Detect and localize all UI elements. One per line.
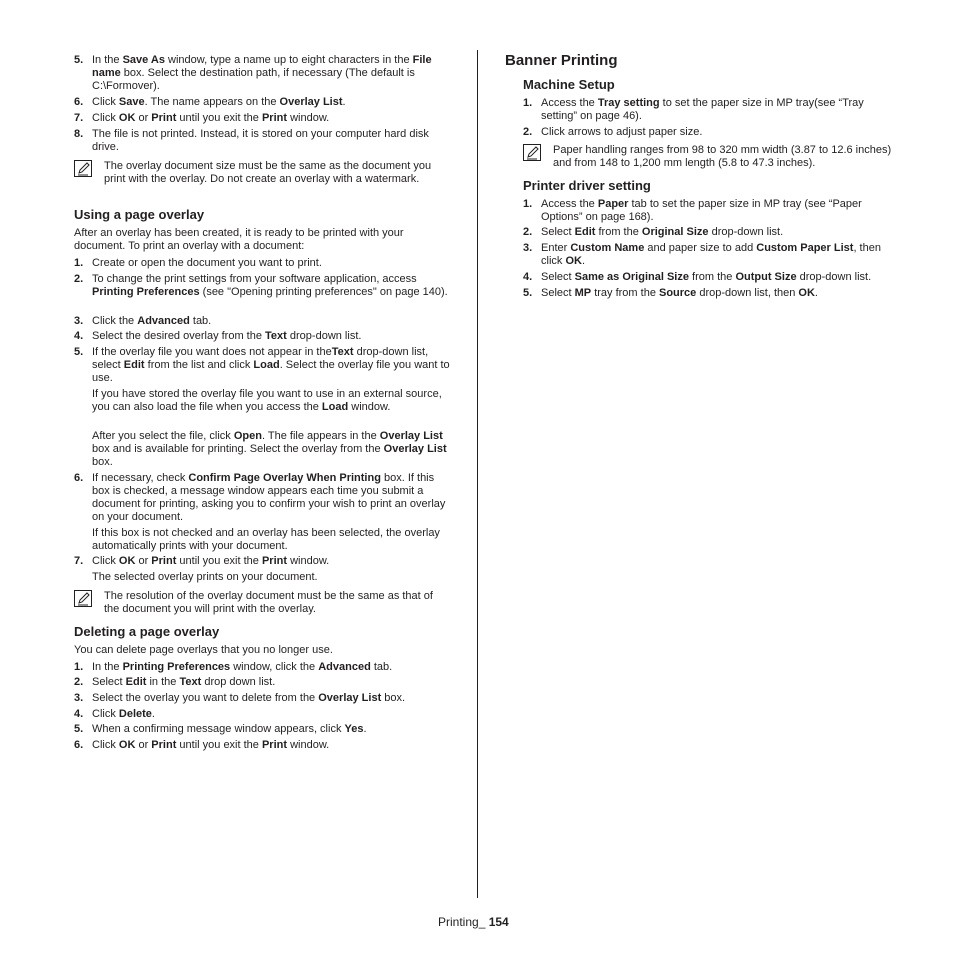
step-number: 2.	[74, 273, 84, 285]
step-number: 7.	[74, 112, 84, 124]
step-number: 5.	[523, 287, 533, 299]
ui-term: Text	[265, 330, 287, 342]
text-run: drop-down list, then	[696, 287, 799, 299]
ui-term: Overlay List	[318, 692, 382, 704]
text-run: tray from the	[591, 287, 659, 299]
note-text: The resolution of the overlay document must be the same as that of the document you will print with the overlay.	[104, 590, 433, 615]
text-run: window.	[287, 555, 330, 567]
text-run: .	[363, 723, 367, 735]
step-number: 1.	[74, 661, 84, 673]
text-run: The file is not printed. Instead, it is stored on your computer hard disk drive.	[92, 128, 429, 153]
text-run: .	[342, 96, 346, 108]
note	[523, 144, 895, 170]
ui-term: Same as Original Size	[574, 271, 689, 283]
ui-term: OK	[118, 739, 136, 751]
ui-term: Edit	[574, 226, 596, 238]
text-run: Click	[92, 708, 119, 720]
step	[523, 97, 895, 123]
step-number: 6.	[74, 96, 84, 108]
ui-term: Custom Name	[570, 242, 645, 254]
step-number: 3.	[74, 315, 84, 327]
section-heading: Using a page overlay	[74, 207, 205, 222]
ui-term: Print	[151, 112, 177, 124]
ui-term: Overlay List	[383, 443, 447, 455]
text-run: Select the overlay you want to delete from the	[92, 692, 319, 704]
note-pencil-icon	[74, 590, 92, 607]
ui-term: OK	[798, 287, 815, 299]
step-text	[92, 388, 450, 414]
text-run: Enter	[541, 242, 571, 254]
ui-term: Edit	[123, 359, 145, 371]
step-number: 2.	[74, 676, 84, 688]
step	[523, 271, 895, 284]
text-run: . The name appears on the	[144, 96, 280, 108]
step	[74, 739, 450, 752]
ui-term: Yes	[344, 723, 364, 735]
ui-term: Original Size	[641, 226, 709, 238]
text-run: In the	[92, 54, 123, 66]
text-run: Select	[541, 287, 575, 299]
note-text: The overlay document size must be the same as the document you print with the overlay. Do not create an overlay with a watermark.	[104, 160, 432, 185]
text-run: from the	[595, 226, 642, 238]
step-text	[92, 112, 450, 125]
step-text	[92, 661, 450, 674]
ui-term: Delete	[118, 708, 152, 720]
ui-term: Output Size	[735, 271, 797, 283]
ui-term: Text	[179, 676, 202, 688]
paragraph: You can delete page overlays that you no longer use.	[74, 644, 333, 656]
text-run: window, click the	[230, 661, 319, 673]
text-run: To change the print settings from your software application, access	[92, 273, 417, 285]
page-footer	[438, 915, 509, 929]
text-run: If this box is not checked and an overlay has been selected, the overlay automatically prints with your document.	[92, 527, 440, 552]
ui-term: Text	[331, 346, 354, 358]
step-text	[92, 128, 450, 154]
text-run: box.	[381, 692, 406, 704]
step-text	[541, 198, 895, 224]
text-run: until you exit the	[176, 739, 262, 751]
text-run: drop-down list, select	[92, 346, 429, 371]
step	[523, 126, 895, 139]
text-run: When a confirming message window appears, click	[92, 723, 345, 735]
step-text	[92, 96, 450, 109]
step-text	[92, 739, 450, 752]
step	[74, 527, 450, 553]
page-number: 154	[488, 915, 509, 929]
step	[74, 315, 450, 328]
step-number: 3.	[74, 692, 84, 704]
text-run: .	[581, 255, 586, 267]
text-run: window.	[287, 112, 330, 124]
text-run: Click	[92, 739, 119, 751]
step-text	[92, 330, 450, 343]
text-run: until you exit the	[176, 112, 262, 124]
step-number: 2.	[523, 126, 533, 138]
text-run: box. Select the destination path, if necessary (The default is C:\Formover).	[92, 67, 415, 92]
text-run: . The file appears in the	[261, 430, 380, 442]
step-text	[541, 126, 895, 139]
step-text	[92, 571, 450, 584]
step	[523, 226, 895, 239]
text-run: in the	[146, 676, 180, 688]
text-run: If necessary, check	[92, 472, 189, 484]
step-text	[92, 527, 450, 553]
ui-term: Confirm Page Overlay When Printing	[188, 472, 381, 484]
step-number: 1.	[523, 198, 533, 210]
text-run: , then click	[541, 242, 881, 267]
step-number: 5.	[74, 54, 84, 66]
step-text	[92, 692, 450, 705]
section-heading: Machine Setup	[523, 77, 615, 92]
step-text	[92, 273, 450, 299]
text-run: The selected overlay prints on your document.	[92, 571, 318, 583]
step-text	[541, 271, 895, 284]
text-run: Create or open the document you want to print.	[92, 257, 322, 269]
text-run: In the	[92, 661, 123, 673]
step-text	[92, 723, 450, 736]
ui-term: Print	[261, 555, 288, 567]
ui-term: Source	[659, 287, 697, 299]
step	[74, 330, 450, 343]
text-run: box.	[92, 456, 113, 468]
step-text	[92, 54, 450, 93]
text-run: Select	[92, 676, 126, 688]
ui-term: MP	[574, 287, 592, 299]
text-run: or	[135, 112, 152, 124]
step-number: 6.	[74, 472, 84, 484]
step-text	[92, 430, 450, 469]
text-run: Select	[541, 271, 575, 283]
step	[74, 661, 450, 674]
step-text	[92, 346, 450, 385]
ui-term: Advanced	[318, 661, 371, 673]
text-run: or	[135, 739, 152, 751]
step-number: 5.	[74, 723, 84, 735]
step-text	[92, 555, 450, 568]
text-run: (see "Opening printing preferences" on page 140).	[199, 286, 448, 298]
step-number: 6.	[74, 739, 84, 751]
footer-section: Printing_	[438, 915, 489, 929]
step-number: 8.	[74, 128, 84, 140]
section-heading: Deleting a page overlay	[74, 624, 220, 639]
step	[74, 388, 450, 414]
text-run: Click the	[92, 315, 138, 327]
step-number: 1.	[74, 257, 84, 269]
ui-term: Print	[151, 555, 177, 567]
text-run: until you exit the	[176, 555, 262, 567]
text-run: tab.	[189, 315, 212, 327]
ui-term: Save	[118, 96, 145, 108]
step-text	[92, 315, 450, 328]
text-run: box. If this box is checked, a message window appears each time you submit a document for printing, asking you to confirm your wish to print an overlay on your document.	[92, 472, 446, 523]
text-run: Click arrows to adjust paper size.	[541, 126, 703, 138]
ui-term: Tray setting	[597, 97, 660, 109]
text-run: tab.	[370, 661, 393, 673]
text-run: Click	[92, 555, 119, 567]
ui-term: File name	[92, 54, 432, 79]
text-run: window.	[348, 401, 391, 413]
ui-term: Load	[253, 359, 280, 371]
ui-term: OK	[118, 555, 136, 567]
text-run: .	[814, 287, 818, 299]
step	[74, 96, 450, 109]
step	[74, 676, 450, 689]
step	[74, 571, 450, 584]
text-run: If the overlay file you want does not appear in the	[92, 346, 332, 358]
step	[74, 128, 450, 154]
ui-term: Print	[261, 739, 288, 751]
text-run: . Select the overlay file you want to use.	[92, 359, 450, 384]
step-number: 1.	[523, 97, 533, 109]
text-run: Click	[92, 112, 119, 124]
step-number: 2.	[523, 226, 533, 238]
step-text	[541, 242, 895, 268]
text-run: or	[135, 555, 152, 567]
text-run: window, type a name up to eight characters in the	[164, 54, 413, 66]
step	[74, 708, 450, 721]
step	[74, 54, 450, 93]
step-text	[92, 257, 450, 270]
text-run: drop down list.	[201, 676, 276, 688]
text-run: and paper size to add	[644, 242, 757, 254]
step-text	[541, 97, 895, 123]
text-run: to set the paper size in MP tray(see “Tray setting” on page 46).	[541, 97, 864, 122]
note	[74, 590, 450, 616]
ui-term: Overlay List	[279, 96, 343, 108]
ui-term: Print	[151, 739, 177, 751]
step-text	[541, 287, 895, 300]
column-divider	[477, 50, 478, 898]
text-run: tab to set the paper size in MP tray (see “Paper Options” on page 168).	[541, 198, 862, 223]
text-run: Access the	[541, 97, 598, 109]
text-run: drop-down list.	[286, 330, 362, 342]
text-run: window.	[287, 739, 330, 751]
text-run: from the	[688, 271, 736, 283]
text-run: Select	[541, 226, 575, 238]
step	[74, 472, 450, 524]
note	[74, 160, 450, 186]
step	[74, 112, 450, 125]
text-run: Select the desired overlay from the	[92, 330, 266, 342]
step-number: 3.	[523, 242, 533, 254]
ui-term: Load	[321, 401, 349, 413]
text-run: .	[151, 708, 155, 720]
step	[523, 242, 895, 268]
step-number: 4.	[74, 708, 84, 720]
ui-term: Open	[233, 430, 262, 442]
note-pencil-icon	[74, 160, 92, 177]
step-text	[92, 676, 450, 689]
ui-term: Printing Preferences	[122, 661, 231, 673]
chapter-heading: Banner Printing	[505, 52, 618, 69]
step	[523, 198, 895, 224]
text-run: Access the	[541, 198, 598, 210]
ui-term: Custom Paper List	[756, 242, 854, 254]
step-number: 4.	[523, 271, 533, 283]
step-text	[541, 226, 895, 239]
ui-term: Printing Preferences	[92, 286, 200, 298]
step	[74, 430, 450, 469]
text-run: Click	[92, 96, 119, 108]
ui-term: Advanced	[137, 315, 190, 327]
ui-term: Paper	[597, 198, 629, 210]
ui-term: Overlay List	[379, 430, 443, 442]
step-number: 5.	[74, 346, 84, 358]
step	[523, 287, 895, 300]
step-number: 4.	[74, 330, 84, 342]
text-run: box and is available for printing. Select the overlay from the	[92, 443, 384, 455]
section-heading: Printer driver setting	[523, 178, 651, 193]
step	[74, 273, 450, 299]
ui-term: OK	[565, 255, 582, 267]
step	[74, 723, 450, 736]
ui-term: Print	[261, 112, 288, 124]
ui-term: Save As	[122, 54, 165, 66]
paragraph: After an overlay has been created, it is ready to be printed with your document. To print an overlay with a document:	[74, 227, 404, 252]
step	[74, 692, 450, 705]
ui-term: Edit	[125, 676, 147, 688]
step-number: 7.	[74, 555, 84, 567]
text-run: After you select the file, click	[92, 430, 234, 442]
text-run: drop-down list.	[708, 226, 784, 238]
text-run: If you have stored the overlay file you want to use in an external source, you can also load the file when you access the	[92, 388, 442, 413]
step	[74, 257, 450, 270]
ui-term: OK	[118, 112, 136, 124]
text-run: from the list and click	[144, 359, 254, 371]
text-run: drop-down list.	[796, 271, 872, 283]
note-pencil-icon	[523, 144, 541, 161]
step	[74, 555, 450, 568]
step-text	[92, 708, 450, 721]
step-text	[92, 472, 450, 524]
note-text: Paper handling ranges from 98 to 320 mm width (3.87 to 12.6 inches) and from 148 to 1,200 mm length (5.8 to 47.3 inches).	[553, 144, 892, 169]
step	[74, 346, 450, 385]
